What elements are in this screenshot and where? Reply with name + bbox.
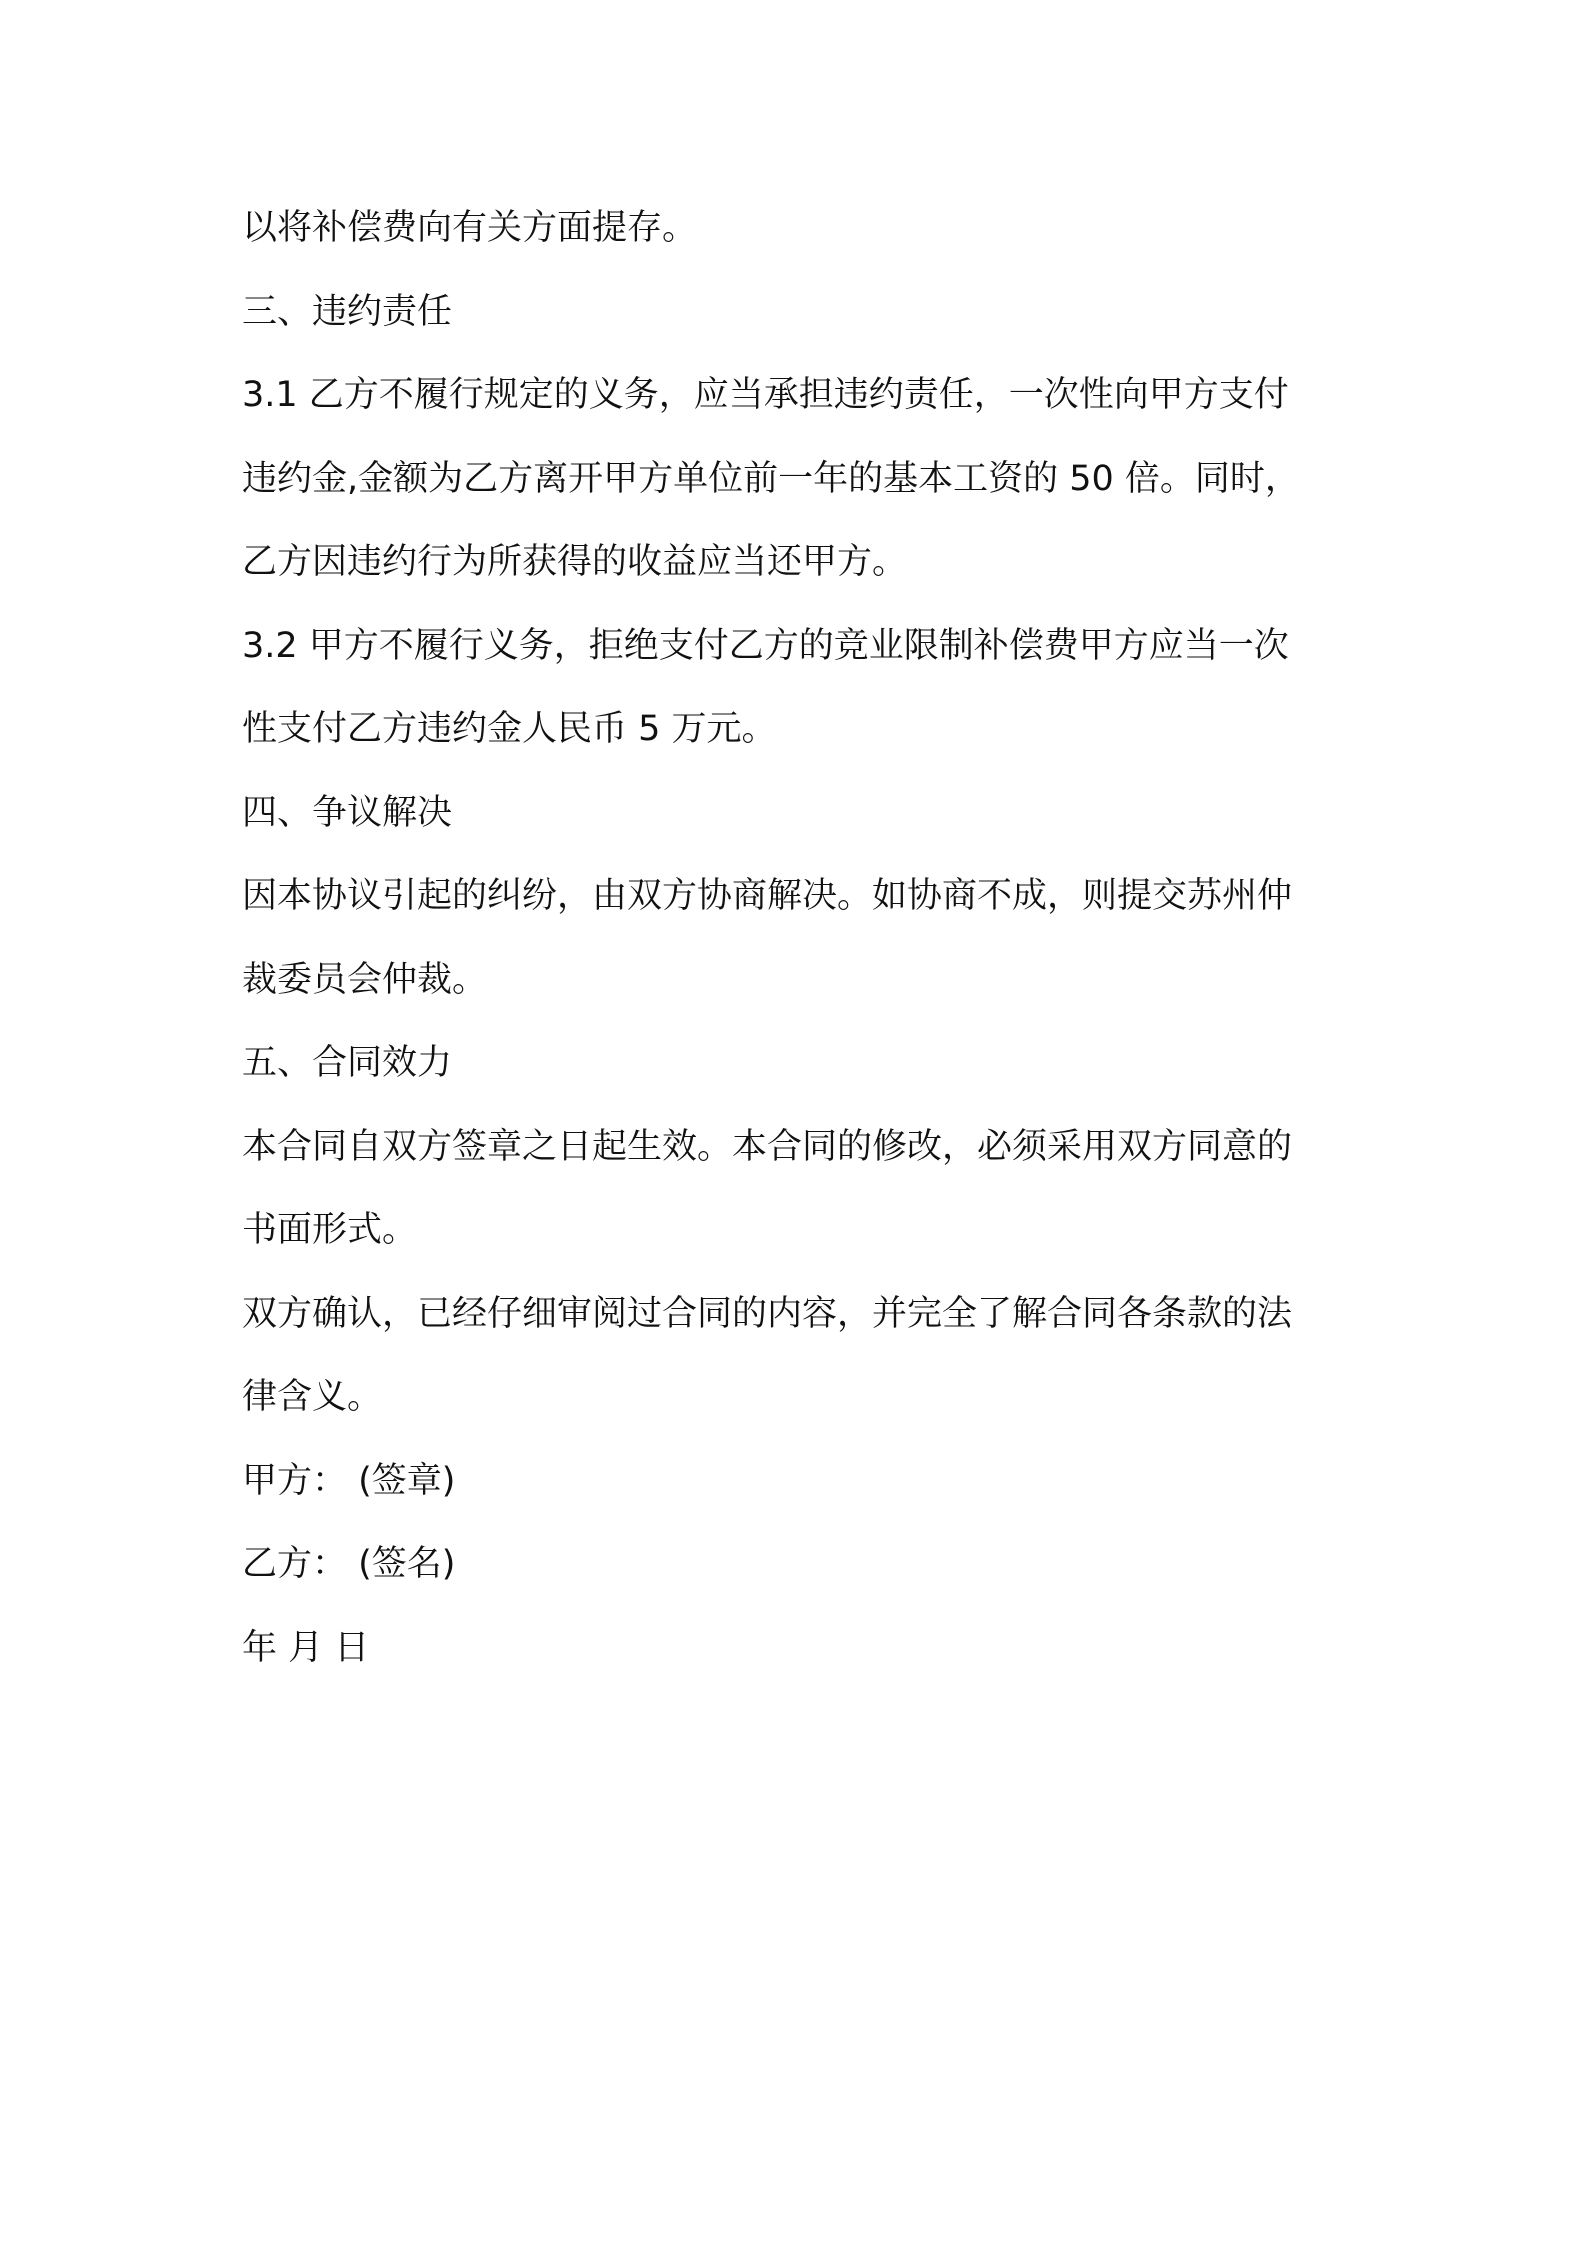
text-line: 本合同自双方签章之日起生效。本合同的修改，必须采用双方同意的 (242, 1126, 1293, 1167)
section-heading: 五、合同效力 (242, 1043, 453, 1083)
text-line: 3.1 乙方不履行规定的义务，应当承担违约责任，一次性向甲方支付 (242, 375, 1289, 415)
text-line: 裁委员会仲裁。 (242, 959, 488, 1000)
document-body (242, 198, 1362, 1701)
text-line: 以将补偿费向有关方面提存。 (242, 208, 698, 248)
text-line: 双方确认，已经仔细审阅过合同的内容，并完全了解合同各条款的法 (242, 1293, 1293, 1334)
text-line: 书面形式。 (242, 1210, 418, 1250)
text-line: 违约金,金额为乙方离开甲方单位前一年的基本工资的 50 倍。同时， (242, 458, 1300, 499)
date-line: 年 月 日 (242, 1627, 370, 1668)
party-a-signature-line: 甲方： (签章) (242, 1460, 456, 1501)
text-line: 性支付乙方违约金人民币 5 万元。 (242, 709, 777, 749)
text-line: 3.2 甲方不履行义务，拒绝支付乙方的竞业限制补偿费甲方应当一次 (242, 625, 1289, 666)
text-line: 律含义。 (242, 1377, 383, 1417)
text-line: 乙方因违约行为所获得的收益应当还甲方。 (242, 542, 908, 582)
text-line: 因本协议引起的纠纷，由双方协商解决。如协商不成，则提交苏州仲 (242, 876, 1293, 916)
section-heading: 四、争议解决 (242, 792, 453, 833)
party-b-signature-line: 乙方： (签名) (242, 1544, 456, 1584)
section-heading: 三、违约责任 (242, 291, 453, 332)
